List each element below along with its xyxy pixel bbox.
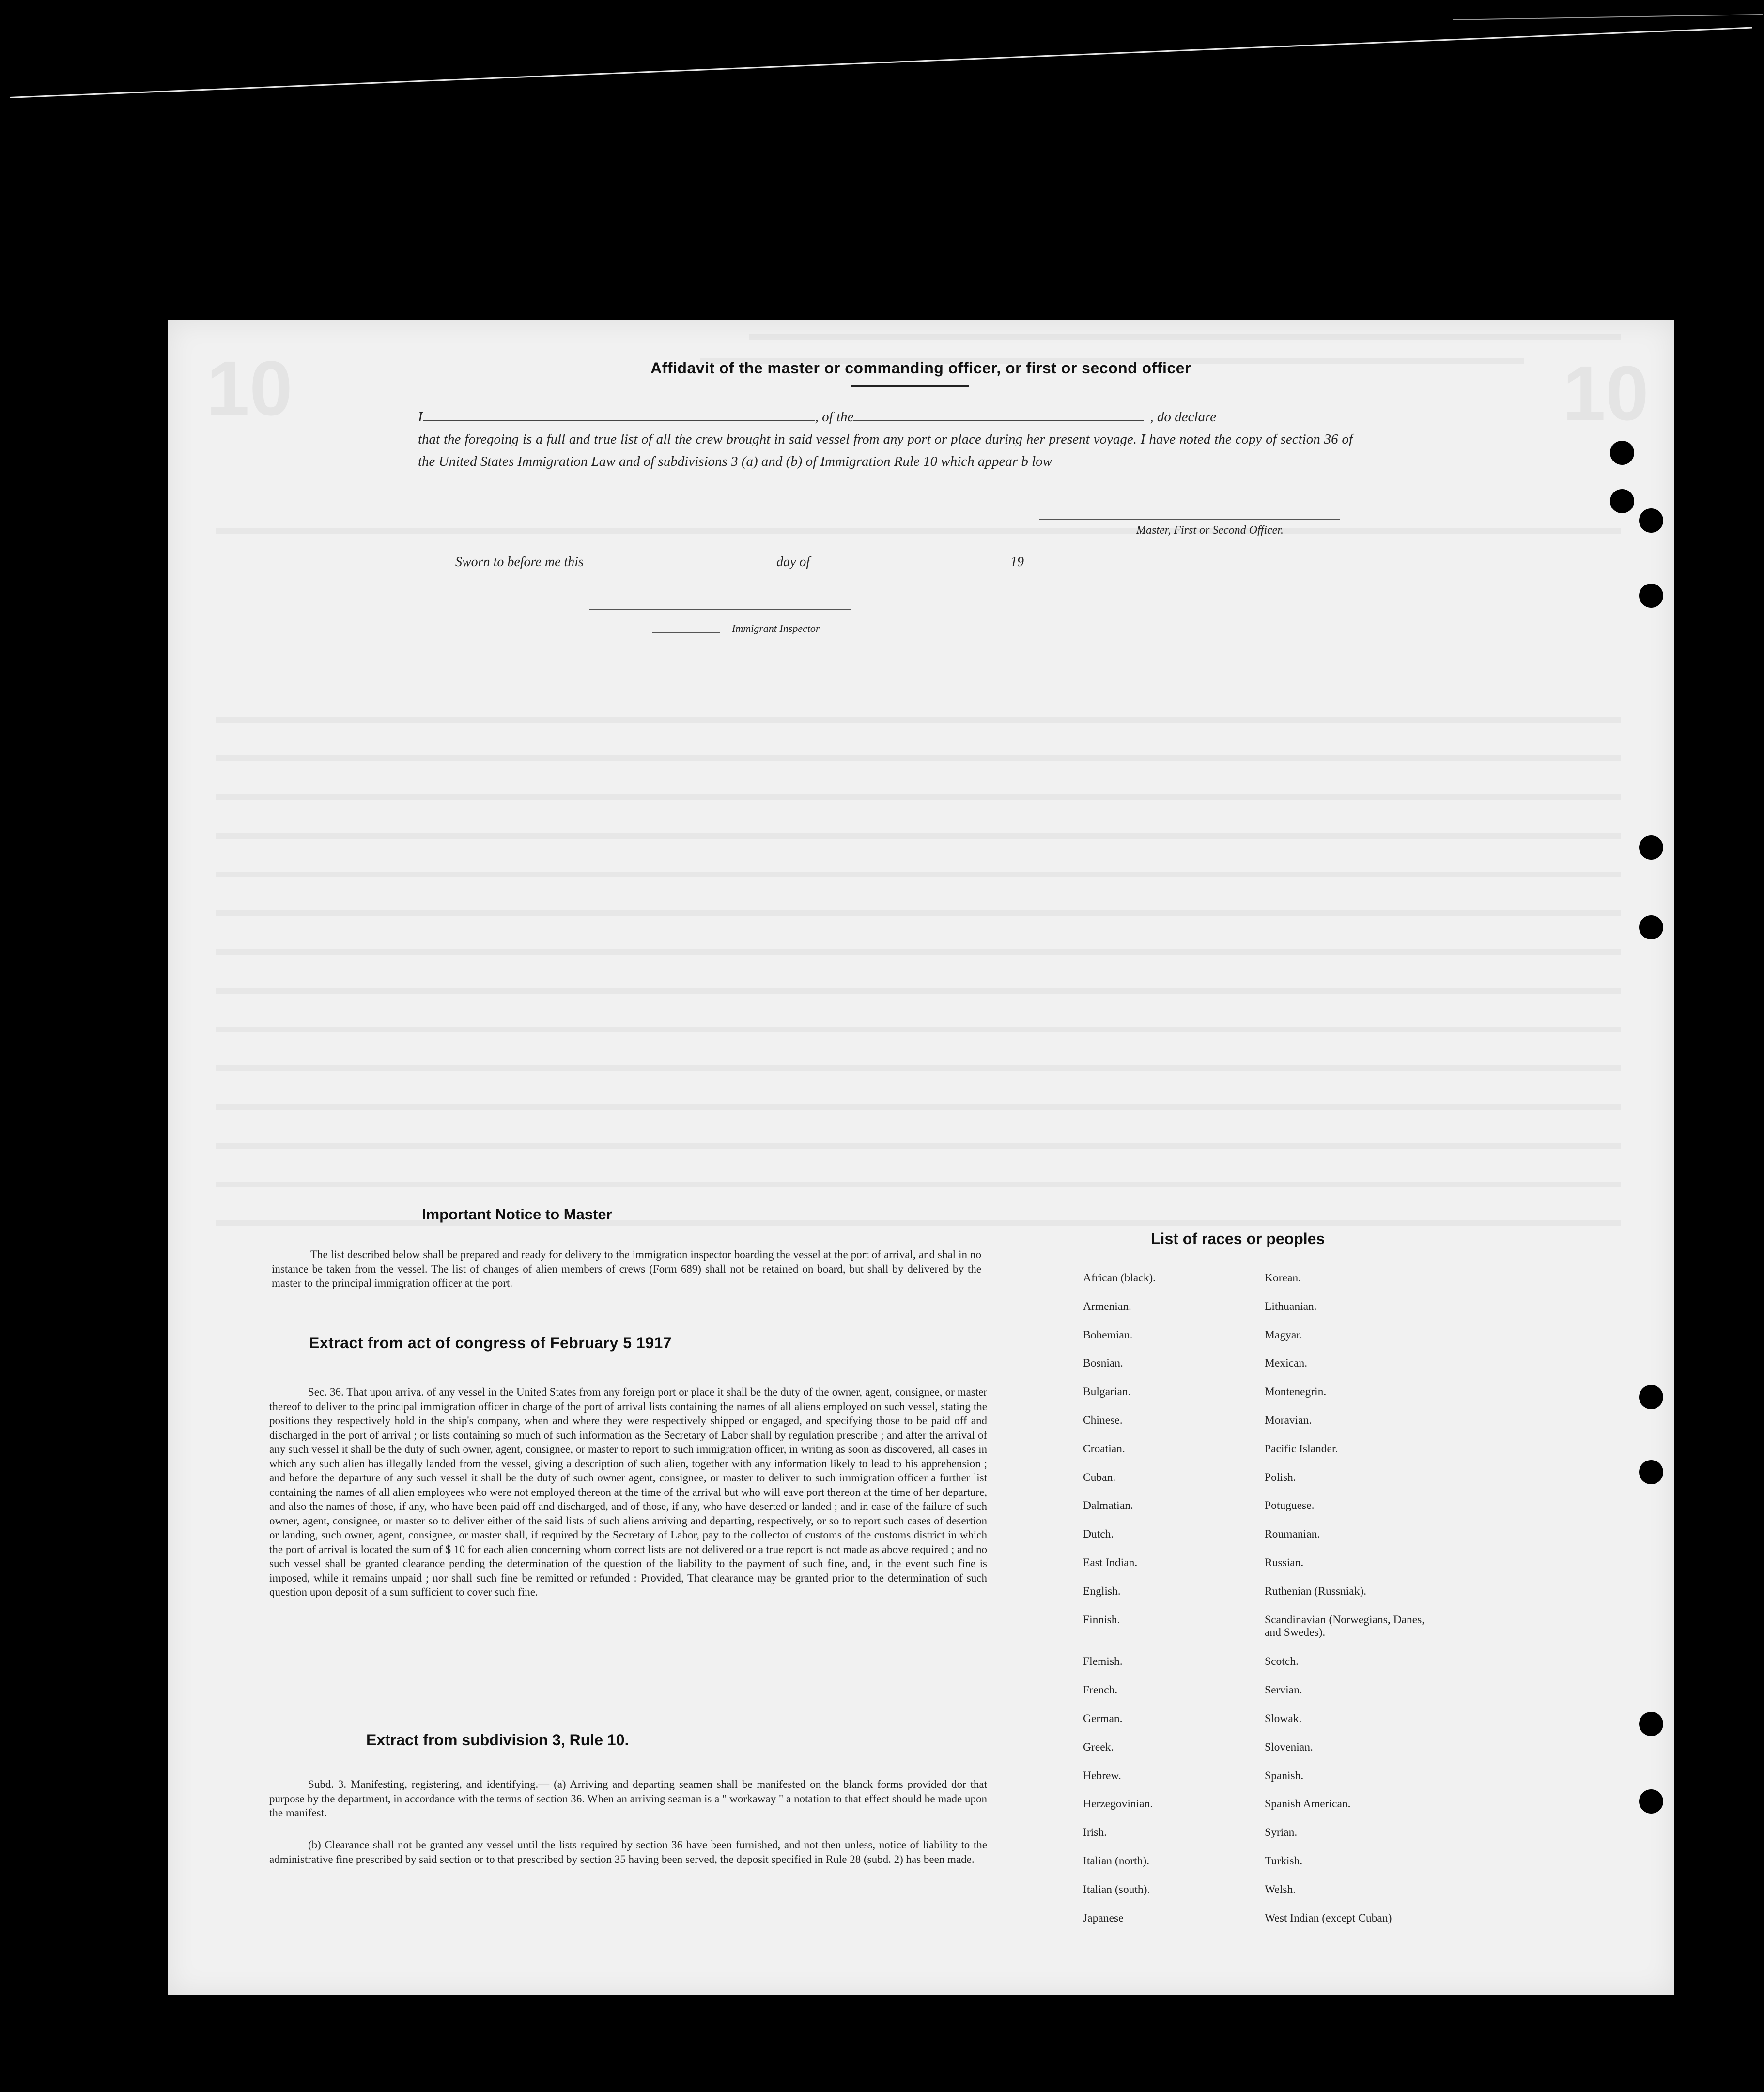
race-item: Herzegovinian. [1083,1798,1153,1811]
bleed-through-line [216,1182,1621,1187]
do-declare-label: , do declare [1150,409,1217,425]
races-list [1083,1272,1567,1974]
race-item: Bosnian. [1083,1357,1123,1370]
bleed-through-marks: 10 [1563,350,1649,436]
vessel-name-field[interactable] [853,420,1144,421]
punch-hole-icon [1639,1460,1663,1484]
race-item: Dutch. [1083,1528,1114,1541]
inspector-signature-line-2 [652,632,720,633]
race-item: Spanish American. [1265,1798,1351,1811]
race-item: Flemish. [1083,1655,1123,1668]
race-item: Montenegrin. [1265,1385,1327,1399]
bleed-through-line [216,949,1621,955]
scan-artifact-line [10,27,1752,98]
bleed-through-line [216,988,1621,994]
bleed-through-line [216,755,1621,761]
race-item: Italian (north). [1083,1855,1150,1867]
day-of-label: day of [776,554,810,569]
affidavit-first-line [418,406,1353,428]
punch-hole-icon [1639,508,1663,533]
punch-hole-icon [1639,1789,1663,1814]
rule-extract-text-a: Subd. 3. Manifesting, registering, and identifying.— (a) Arriving and departing seamen shall be manifested on the blanck forms provided dor that purpose by the department, in accordance with the terms of section 36. When an arriving seaman is a " workaway " a notation to that effect should be made upon the manifest. [269,1778,987,1819]
race-item: Chinese. [1083,1414,1123,1427]
race-item: Italian (south). [1083,1883,1150,1896]
bleed-through-line [216,910,1621,916]
signature-caption: Master, First or Second Officer. [1136,524,1284,537]
of-the-label: , of the [815,409,854,425]
master-signature-line[interactable] [1039,519,1340,520]
race-item: Turkish. [1265,1855,1303,1867]
race-item: East Indian. [1083,1556,1138,1569]
race-item: Lithuanian. [1265,1300,1317,1313]
race-item: German. [1083,1712,1123,1725]
bleed-through-line [749,334,1621,340]
bleed-through-line [216,794,1621,800]
race-item: Roumanian. [1265,1528,1320,1541]
race-item: Croatian. [1083,1442,1125,1455]
affidavit-title: Affidavit of the master or commanding officer, or first or second officer [650,359,1191,377]
punch-hole-icon [1610,441,1634,465]
race-item: Slowak. [1265,1712,1302,1725]
bleed-through-line [216,1027,1621,1032]
race-item: English. [1083,1584,1121,1598]
act-extract-title: Extract from act of congress of February 5 1917 [309,1334,672,1352]
punch-hole-icon [1639,915,1663,939]
race-item: Greek. [1083,1740,1114,1754]
bleed-through-line [216,1143,1621,1149]
race-item: Polish. [1265,1471,1296,1484]
bleed-through-line [216,872,1621,877]
race-item: West Indian (except Cuban) [1265,1911,1392,1924]
notice-title: Important Notice to Master [422,1206,612,1223]
notice-text: The list described below shall be prepared and ready for delivery to the immigration inspector boarding the vessel at the port of arrival, and shal in no instance be taken from the vessel. The list of changes of alien members of crews (Form 689) shall not be retained on board, but shall by delivered by the master to the principal immigration officer at the port. [272,1248,981,1289]
race-item: Welsh. [1265,1883,1296,1896]
race-item: Finnish. [1083,1613,1120,1626]
manifest-page [168,320,1674,1995]
inspector-signature-line[interactable] [589,609,851,610]
race-item: Hebrew. [1083,1769,1121,1782]
year-prefix: 19 [1010,554,1024,569]
race-item: Servian. [1265,1684,1302,1697]
punch-hole-icon [1639,584,1663,608]
bleed-through-line [216,528,1621,534]
punch-hole-icon [1639,1712,1663,1736]
affidavit-text [418,406,1353,473]
master-name-field[interactable] [423,420,815,421]
i-label: I [418,409,423,425]
race-item: French. [1083,1684,1118,1697]
race-item: Korean. [1265,1272,1301,1284]
race-item: Magyar. [1265,1328,1302,1341]
race-item: African (black). [1083,1272,1156,1284]
punch-hole-icon [1639,1385,1663,1409]
rule-extract-title: Extract from subdivision 3, Rule 10. [366,1731,629,1749]
punch-hole-icon [1639,835,1663,860]
punch-hole-icon [1610,489,1634,513]
race-item: Bohemian. [1083,1328,1133,1341]
bleed-through-line [216,1104,1621,1110]
race-item: Spanish. [1265,1769,1304,1782]
inspector-caption: Immigrant Inspector [732,622,820,634]
race-item: Pacific Islander. [1265,1442,1338,1455]
race-item: Bulgarian. [1083,1385,1131,1399]
race-item: Potuguese. [1265,1499,1315,1512]
affidavit-body: that the foregoing is a full and true list of all the crew brought in said vessel from any port or place during her present voyage. I have noted the copy of section 36 of the United States Immigration Law and of subdivisions 3 (a) and (b) of Immigration Rule 10 which appear b low [418,431,1353,469]
race-item: Syrian. [1265,1826,1298,1839]
race-item: Slovenian. [1265,1740,1313,1754]
race-item: Dalmatian. [1083,1499,1133,1512]
sworn-before-label: Sworn to before me this [455,554,584,569]
race-item: Scotch. [1265,1655,1299,1668]
race-item: Mexican. [1265,1357,1308,1370]
race-item: Moravian. [1265,1414,1312,1427]
race-item: Russian. [1265,1556,1304,1569]
title-underline [851,385,969,387]
race-item: Japanese [1083,1911,1124,1924]
rule-extract-text-b: (b) Clearance shall not be granted any vessel until the lists required by section 36 have been furnished, and not then unless, notice of liability to the administrative fine prescribed by said section or to that prescribed by section 35 having been served, the deposit specified in Rule 28 (subd. 2) has been made. [269,1839,987,1865]
bleed-through-line [216,833,1621,839]
race-item: Ruthenian (Russniak). [1265,1584,1367,1598]
races-title: List of races or peoples [1151,1230,1325,1247]
race-item: Armenian. [1083,1300,1131,1313]
bleed-through-line [216,717,1621,723]
act-extract-text: Sec. 36. That upon arriva. of any vessel in the United States from any foreign port or place it shall be the duty of the owner, agent, consignee, or master thereof to deliver to the principal immigration officer in charge of the port of arrival lists containing the names of all aliens employed on such vessel, stating the positions they respectively hold in the ship's company, when and where they were respectively shipped or engaged, and specifying those to be paid off and discharged in the port of arrival ; or lists containing so much of such information as the Secretary of Labor shall by regulation prescribe ; and after the arrival of any such vessel it shall be the duty of such owner, agent, consignee, or master to report to such immigration officer, in writing as soon as discovered, all cases in which any such alien has illegally landed from the vessel, giving a description of such alien, together with any information likely to lead to his apprehension ; and before the departure of any such vessel it shall be the duty of such owner agent, consignee, or master to deliver to such immigration officer a further list containing the names of all alien employees who were not employed thereon at the time of the arrival but who will eave port thereon at the time of her departure, and also the names of those, if any, who have been paid off and discharged, and of those, if any, who have deserted or landed ; and in case of the failure of such owner, agent, consignee, or master so to deliver either of the said lists of such aliens arriving and departing, respectively, or so to report such cases of desertion or landing, such owner, agent, consignee, or master shall, if required by the Secretary of Labor, pay to the collector of customs of the customs district in which the port of arrival is located the sum of $ 10 for each alien concerning whom correct lists are not delivered or a true report is not made as above required ; and no such vessel shall be granted clearance pending the determination of the question of the liability to the payment of such fine, and, in the event such fine is imposed, while it remains unpaid ; nor shall such fine be remitted or refunded : Provided, That clearance may be granted prior to the determination of such question upon deposit of a sum sufficient to cover such fine. [269,1386,987,1598]
race-item: Cuban. [1083,1471,1116,1484]
race-item: Irish. [1083,1826,1107,1839]
bleed-through-line [216,1065,1621,1071]
bleed-through-marks: 10 [206,345,293,431]
race-item: Scandinavian (Norwegians, Danes, and Swedes). [1265,1613,1425,1639]
scan-artifact-line [1453,14,1763,20]
